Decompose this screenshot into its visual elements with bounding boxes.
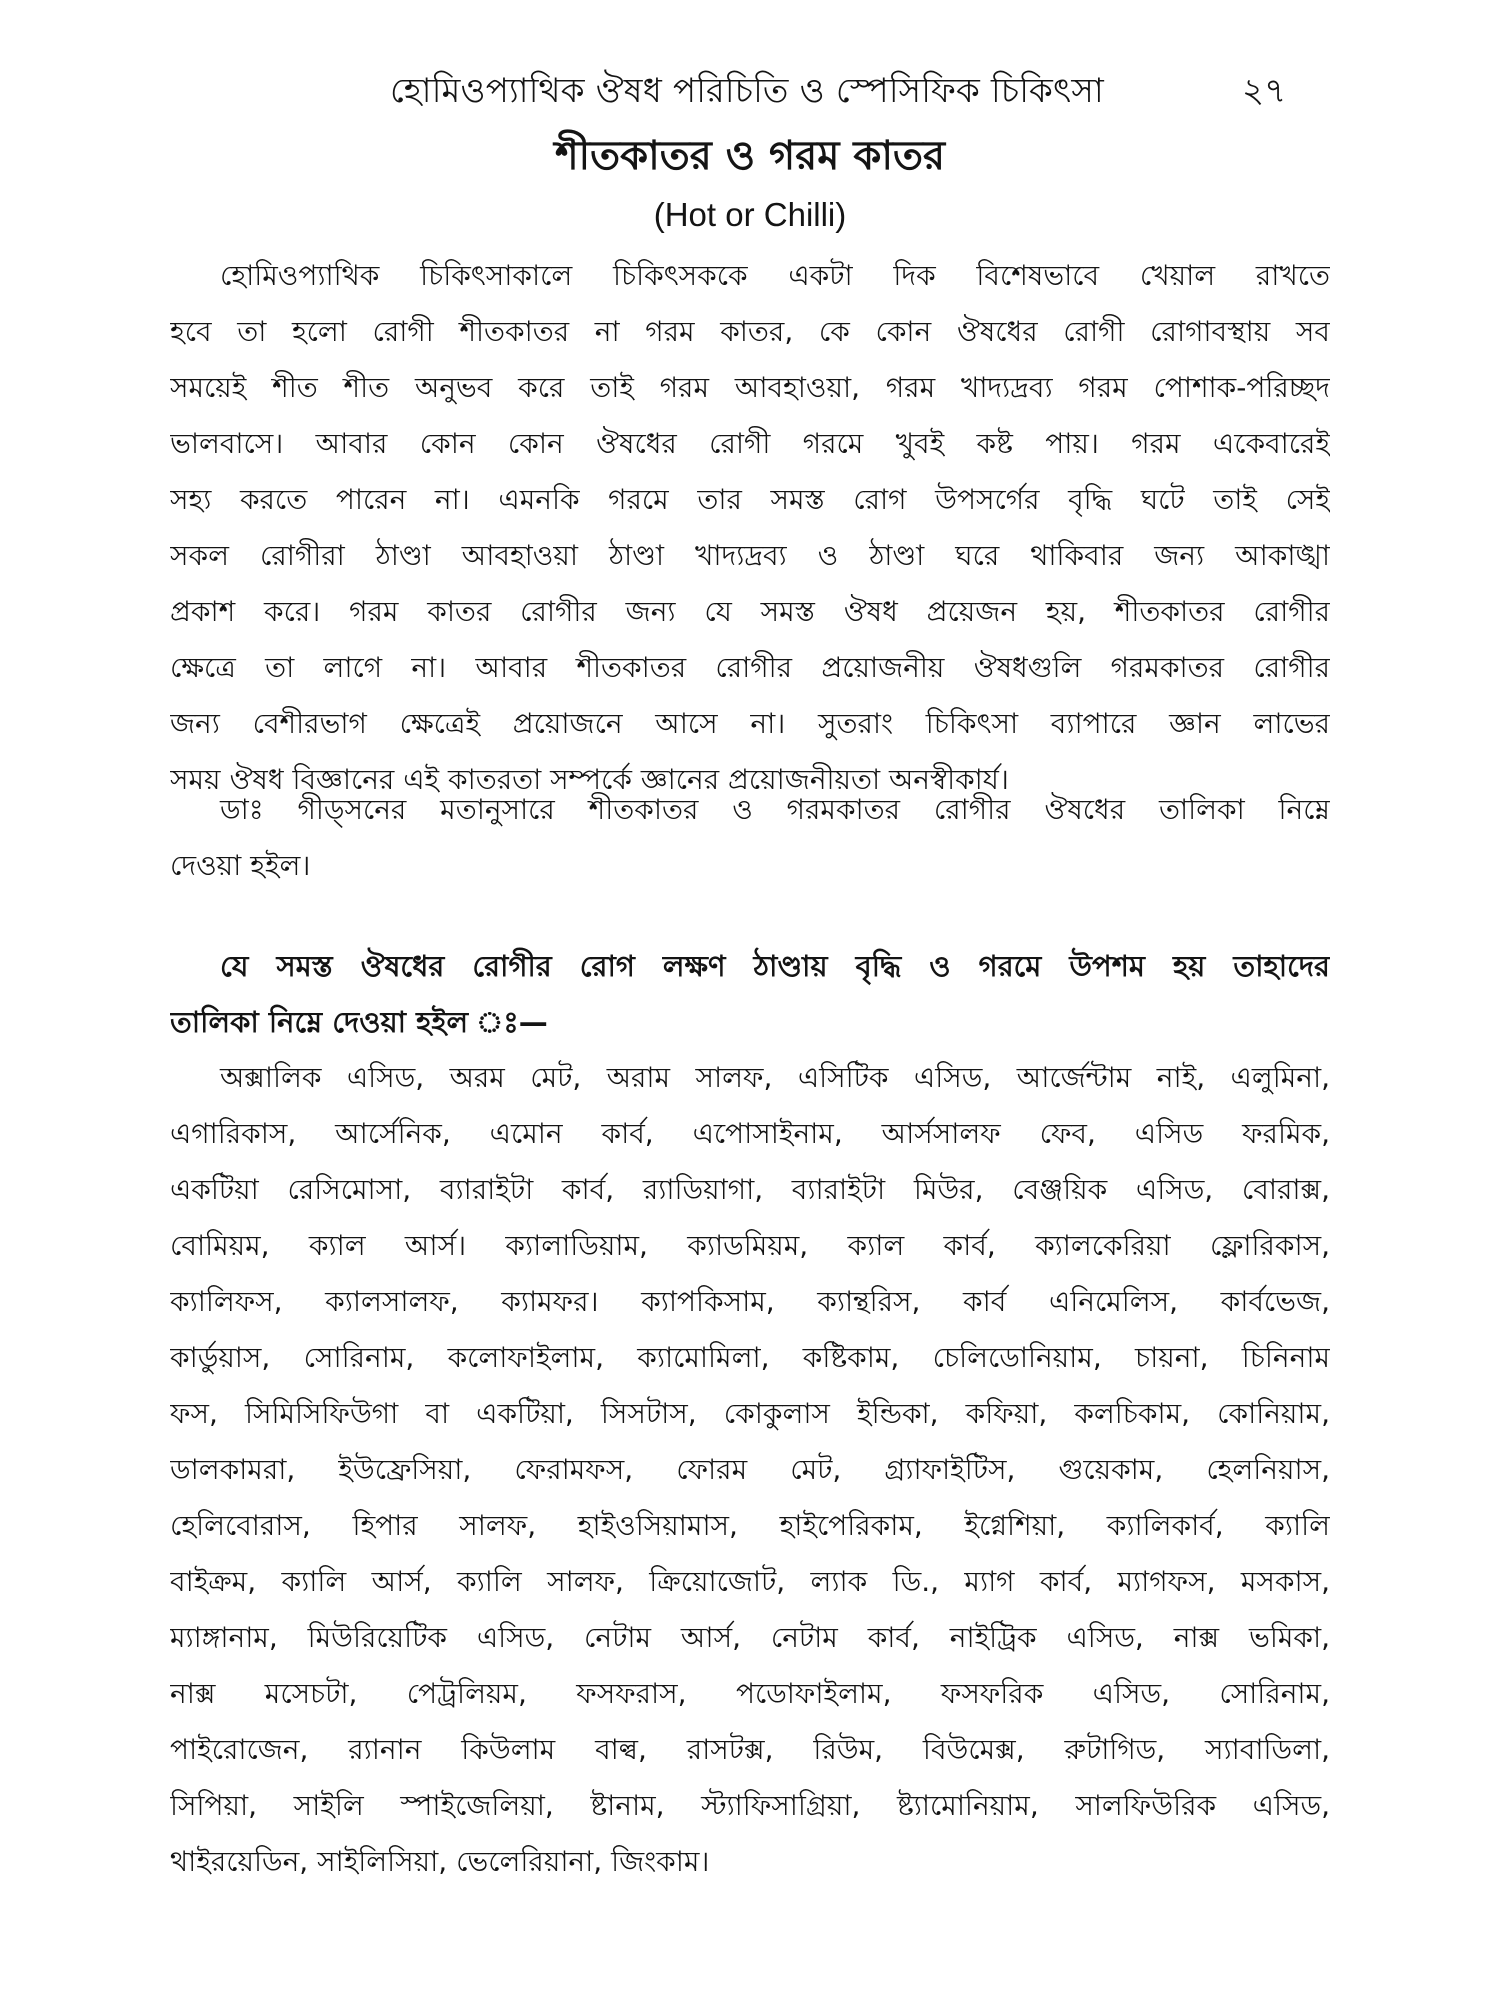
remedy-line: পাইরোজেন, র‍্যানান কিউলাম বাল্ব, রাসটক্স, রিউম, বিউমেক্স, রুটাগিড, স্যাবাডিলা, (170, 1733, 1330, 1766)
heading-line: তালিকা নিম্নে দেওয়া হইল ঃ— (170, 1005, 548, 1039)
remedy-line: ডালকামরা, ইউফ্রেসিয়া, ফেরামফস, ফোরম মেট, গ্র্যাফাইটিস, গুয়েকাম, হেলনিয়াস, (170, 1453, 1330, 1486)
list-heading (170, 938, 1330, 1050)
paragraph-line: প্রকাশ করে। গরম কাতর রোগীর জন্য যে সমস্ত ঔষধ প্রয়েজন হয়, শীতকাতর রোগীর (170, 595, 1330, 628)
paragraph-line: সকল রোগীরা ঠাণ্ডা আবহাওয়া ঠাণ্ডা খাদ্যদ্রব্য ও ঠাণ্ডা ঘরে থাকিবার জন্য আকাঙ্খা (170, 539, 1330, 572)
running-title: হোমিওপ্যাথিক ঔষধ পরিচিতি ও স্পেসিফিক চিকিৎসা (390, 71, 1104, 111)
source-note-paragraph (170, 782, 1330, 894)
remedy-line: হেলিবোরাস, হিপার সালফ, হাইওসিয়ামাস, হাইপেরিকাম, ইগ্নেশিয়া, ক্যালিকার্ব, ক্যালি (170, 1509, 1330, 1542)
paragraph-line: হবে তা হলো রোগী শীতকাতর না গরম কাতর, কে কোন ঔষধের রোগী রোগাবস্থায় সব (170, 315, 1330, 348)
remedy-line: এগারিকাস, আর্সেনিক, এমোন কার্ব, এপোসাইনাম, আর্সসালফ ফেব, এসিড ফরমিক, (170, 1117, 1330, 1150)
paragraph-line: ক্ষেত্রে তা লাগে না। আবার শীতকাতর রোগীর প্রয়োজনীয় ঔষধগুলি গরমকাতর রোগীর (170, 651, 1330, 684)
remedy-list-paragraph (170, 1050, 1330, 1890)
paragraph-line: জন্য বেশীরভাগ ক্ষেত্রেই প্রয়োজনে আসে না। সুতরাং চিকিৎসা ব্যাপারে জ্ঞান লাভের (170, 707, 1330, 740)
remedy-line: কার্ডুয়াস, সোরিনাম, কলোফাইলাম, ক্যামোমিলা, কষ্টিকাম, চেলিডোনিয়াম, চায়না, চিনিনাম (170, 1341, 1330, 1374)
paragraph-line: সময় ঔষধ বিজ্ঞানের এই কাতরতা সম্পর্কে জ্ঞানের প্রয়োজনীয়তা অনস্বীকার্য। (170, 763, 1009, 796)
running-header (0, 62, 1500, 122)
paragraph-line: ভালবাসে। আবার কোন কোন ঔষধের রোগী গরমে খুবই কষ্ট পায়। গরম একেবারেই (170, 427, 1330, 460)
paragraph-line: সহ্য করতে পারেন না। এমনকি গরমে তার সমস্ত রোগ উপসর্গের বৃদ্ধি ঘটে তাই সেই (170, 483, 1330, 516)
remedy-line: থাইরয়েডিন, সাইলিসিয়া, ভেলেরিয়ানা, জিংকাম। (170, 1845, 710, 1878)
remedy-line: অক্সালিক এসিড, অরম মেট, অরাম সালফ, এসিটিক এসিড, আর্জেন্টাম নাই, এলুমিনা, (220, 1061, 1330, 1094)
remedy-line: ক্যালিফস, ক্যালসালফ, ক্যামফর। ক্যাপকিসাম, ক্যান্থরিস, কার্ব এনিমেলিস, কার্বভেজ, (170, 1285, 1330, 1318)
paragraph-line: ডাঃ গীড্সনের মতানুসারে শীতকাতর ও গরমকাতর রোগীর ঔষধের তালিকা নিম্নে (220, 793, 1330, 826)
paragraph-line: দেওয়া হইল। (170, 849, 311, 882)
remedy-line: একটিয়া রেসিমোসা, ব্যারাইটা কার্ব, র‍্যাডিয়াগা, ব্যারাইটা মিউর, বেঞ্জয়িক এসিড, বোরাক্স, (170, 1173, 1330, 1206)
heading-line: যে সমস্ত ঔষধের রোগীর রোগ লক্ষণ ঠাণ্ডায় বৃদ্ধি ও গরমে উপশম হয় তাহাদের (220, 949, 1330, 983)
paragraph-line: সময়েই শীত শীত অনুভব করে তাই গরম আবহাওয়া, গরম খাদ্যদ্রব্য গরম পোশাক-পরিচ্ছদ (170, 371, 1330, 404)
chapter-title: শীতকাতর ও গরম কাতর (555, 133, 945, 179)
page-number: ২৭ (1242, 71, 1287, 111)
remedy-line: বোমিয়ম, ক্যাল আর্স। ক্যালাডিয়াম, ক্যাডমিয়ম, ক্যাল কার্ব, ক্যালকেরিয়া ফ্লোরিকাস, (170, 1229, 1330, 1262)
remedy-line: সিপিয়া, সাইলি স্পাইজেলিয়া, ষ্টানাম, স্ট্যাফিসাগ্রিয়া, ষ্ট্যামোনিয়াম, সালফিউরিক এসিড, (170, 1789, 1330, 1822)
intro-paragraph (170, 248, 1330, 808)
remedy-line: ম্যাঙ্গানাম, মিউরিয়েটিক এসিড, নেটাম আর্স, নেটাম কার্ব, নাইট্রিক এসিড, নাক্স ভমিকা, (170, 1621, 1330, 1654)
remedy-line: নাক্স মসেচটা, পেট্রলিয়ম, ফসফরাস, পডোফাইলাম, ফসফরিক এসিড, সোরিনাম, (170, 1677, 1330, 1710)
remedy-line: বাইক্রম, ক্যালি আর্স, ক্যালি সালফ, ক্রিয়োজোট, ল্যাক ডি., ম্যাগ কার্ব, ম্যাগফস, মসকাস, (170, 1565, 1330, 1598)
chapter-subtitle: (Hot or Chilli) (653, 196, 847, 233)
remedy-line: ফস, সিমিসিফিউগা বা একটিয়া, সিসটাস, কোকুলাস ইন্ডিকা, কফিয়া, কলচিকাম, কোনিয়াম, (170, 1397, 1330, 1430)
paragraph-line: হোমিওপ্যাথিক চিকিৎসাকালে চিকিৎসককে একটা দিক বিশেষভাবে খেয়াল রাখতে (220, 259, 1330, 292)
